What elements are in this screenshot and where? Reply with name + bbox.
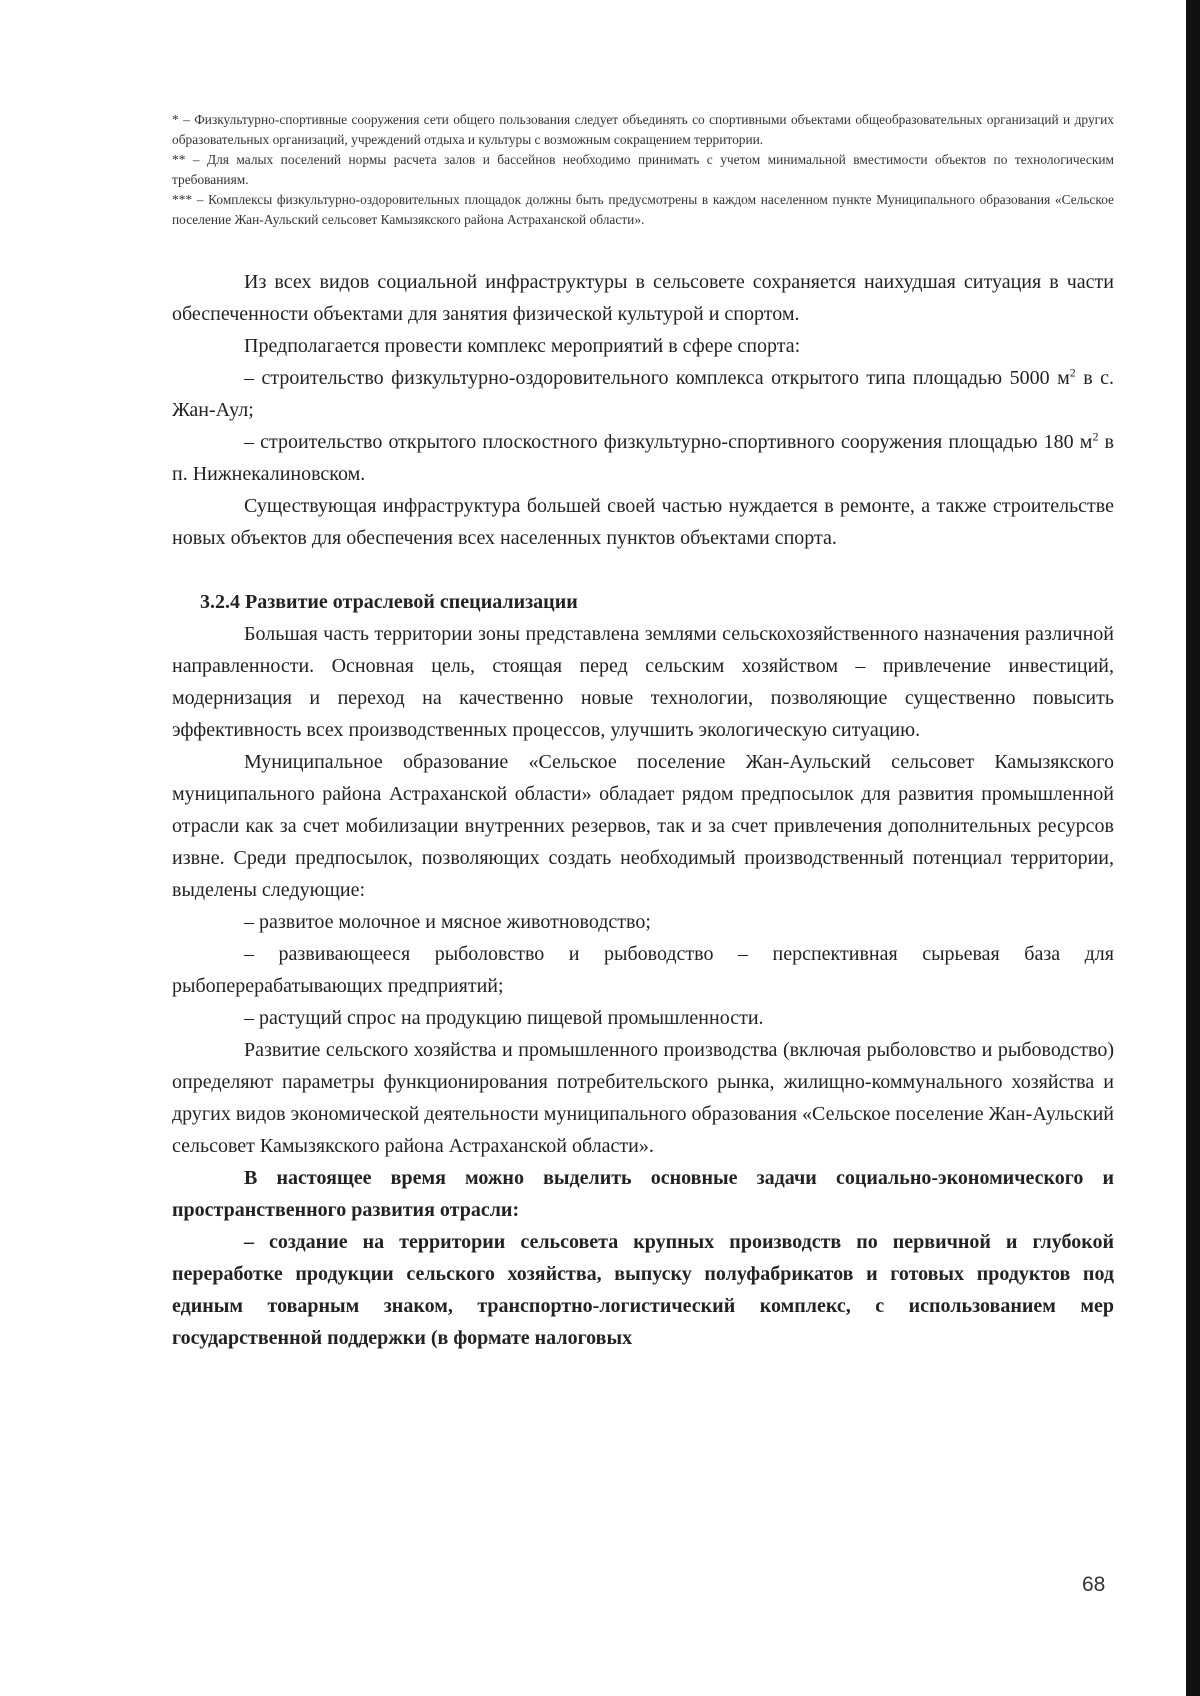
sport-item-1-tail: в с. Жан-Аул; [172,367,1115,421]
section-paragraph-1: Большая часть территории зоны представлена землями сельскохозяйственного назначения различной направленности. Основная цель, стоящая перед сельским хозяйством – привлечение инвестиций, модернизация и переход на качественно новые технологии, позволяющие существенно повысить эффективность всех производственных процессов, улучшить экологическую ситуацию. [172,623,1114,741]
sport-item-1-text: – строительство физкультурно-оздоровительного комплекса открытого типа площадью 5000 м [244,367,1070,389]
section-bold-item: – создание на территории сельсовета крупных производств по первичной и глубокой переработке продукции сельского хозяйства, выпуску полуфабрикатов и готовых продуктов под единым товарным знаком, транспортно-логистический комплекс, с использованием мер государственной поддержки (в формате налоговых [172,1231,1114,1349]
footnote-3: *** – Комплексы физкультурно-оздоровительных площадок должны быть предусмотрены в каждом населенном пункте Муниципального образования «Сельское поселение Жан-Аульский сельсовет Камызякского района Астраханской области». [172,192,1114,227]
page-edge [1186,0,1200,1696]
section-bold-paragraph: В настоящее время можно выделить основные задачи социально-экономического и пространственного развития отрасли: [172,1167,1114,1221]
sport-item-2-sup: 2 [1092,429,1099,444]
sport-item-2 [172,426,1114,490]
sport-paragraph-2: Предполагается провести комплекс мероприятий в сфере спорта: [244,335,801,357]
section-item-3: – растущий спрос на продукцию пищевой промышленности. [244,1007,764,1029]
sport-item-1-sup: 2 [1069,365,1076,380]
section-paragraph-2: Муниципальное образование «Сельское поселение Жан-Аульский сельсовет Камызякского муниципального района Астраханской области» обладает рядом предпосылок для развития промышленной отрасли как за счет мобилизации внутренних резервов, так и за счет привлечения дополнительных ресурсов извне. Среди предпосылок, позволяющих создать необходимый производственный потенциал территории, выделены следующие: [172,751,1114,901]
sport-item-2-tail: в п. Нижнекалиновском. [172,431,1115,485]
page-number: 68 [1082,1573,1106,1596]
footnotes [172,110,1114,230]
section-item-2: – развивающееся рыболовство и рыбоводство – перспективная сырьевая база для рыбоперерабатывающих предприятий; [172,943,1114,997]
sport-paragraph-1: Из всех видов социальной инфраструктуры в сельсовете сохраняется наихудшая ситуация в части обеспеченности объектами для занятия физической культурой и спортом. [172,271,1114,325]
sport-item-1 [172,362,1114,426]
main-text [172,266,1114,1354]
section-paragraph-3: Развитие сельского хозяйства и промышленного производства (включая рыболовство и рыбоводство) определяют параметры функционирования потребительского рынка, жилищно-коммунального хозяйства и других видов экономической деятельности муниципального образования «Сельское поселение Жан-Аульский сельсовет Камызякского района Астраханской области». [172,1039,1114,1157]
section-item-1: – развитое молочное и мясное животноводство; [244,911,651,933]
footnote-1: * – Физкультурно-спортивные сооружения сети общего пользования следует объединять со спортивными объектами общеобразовательных организаций и других образовательных организаций, учреждений отдыха и культуры с возможным сокращением территории. [172,112,1114,147]
document-page [172,110,1114,1354]
sport-item-2-text: – строительство открытого плоскостного физкультурно-спортивного сооружения площадью 180 м [244,431,1093,453]
section-heading: 3.2.4 Развитие отраслевой специализации [200,591,578,613]
footnote-2: ** – Для малых поселений нормы расчета залов и бассейнов необходимо принимать с учетом минимальной вместимости объектов по технологическим требованиям. [172,152,1114,187]
sport-paragraph-3: Существующая инфраструктура большей своей частью нуждается в ремонте, а также строительстве новых объектов для обеспечения всех населенных пунктов объектами спорта. [172,495,1114,549]
